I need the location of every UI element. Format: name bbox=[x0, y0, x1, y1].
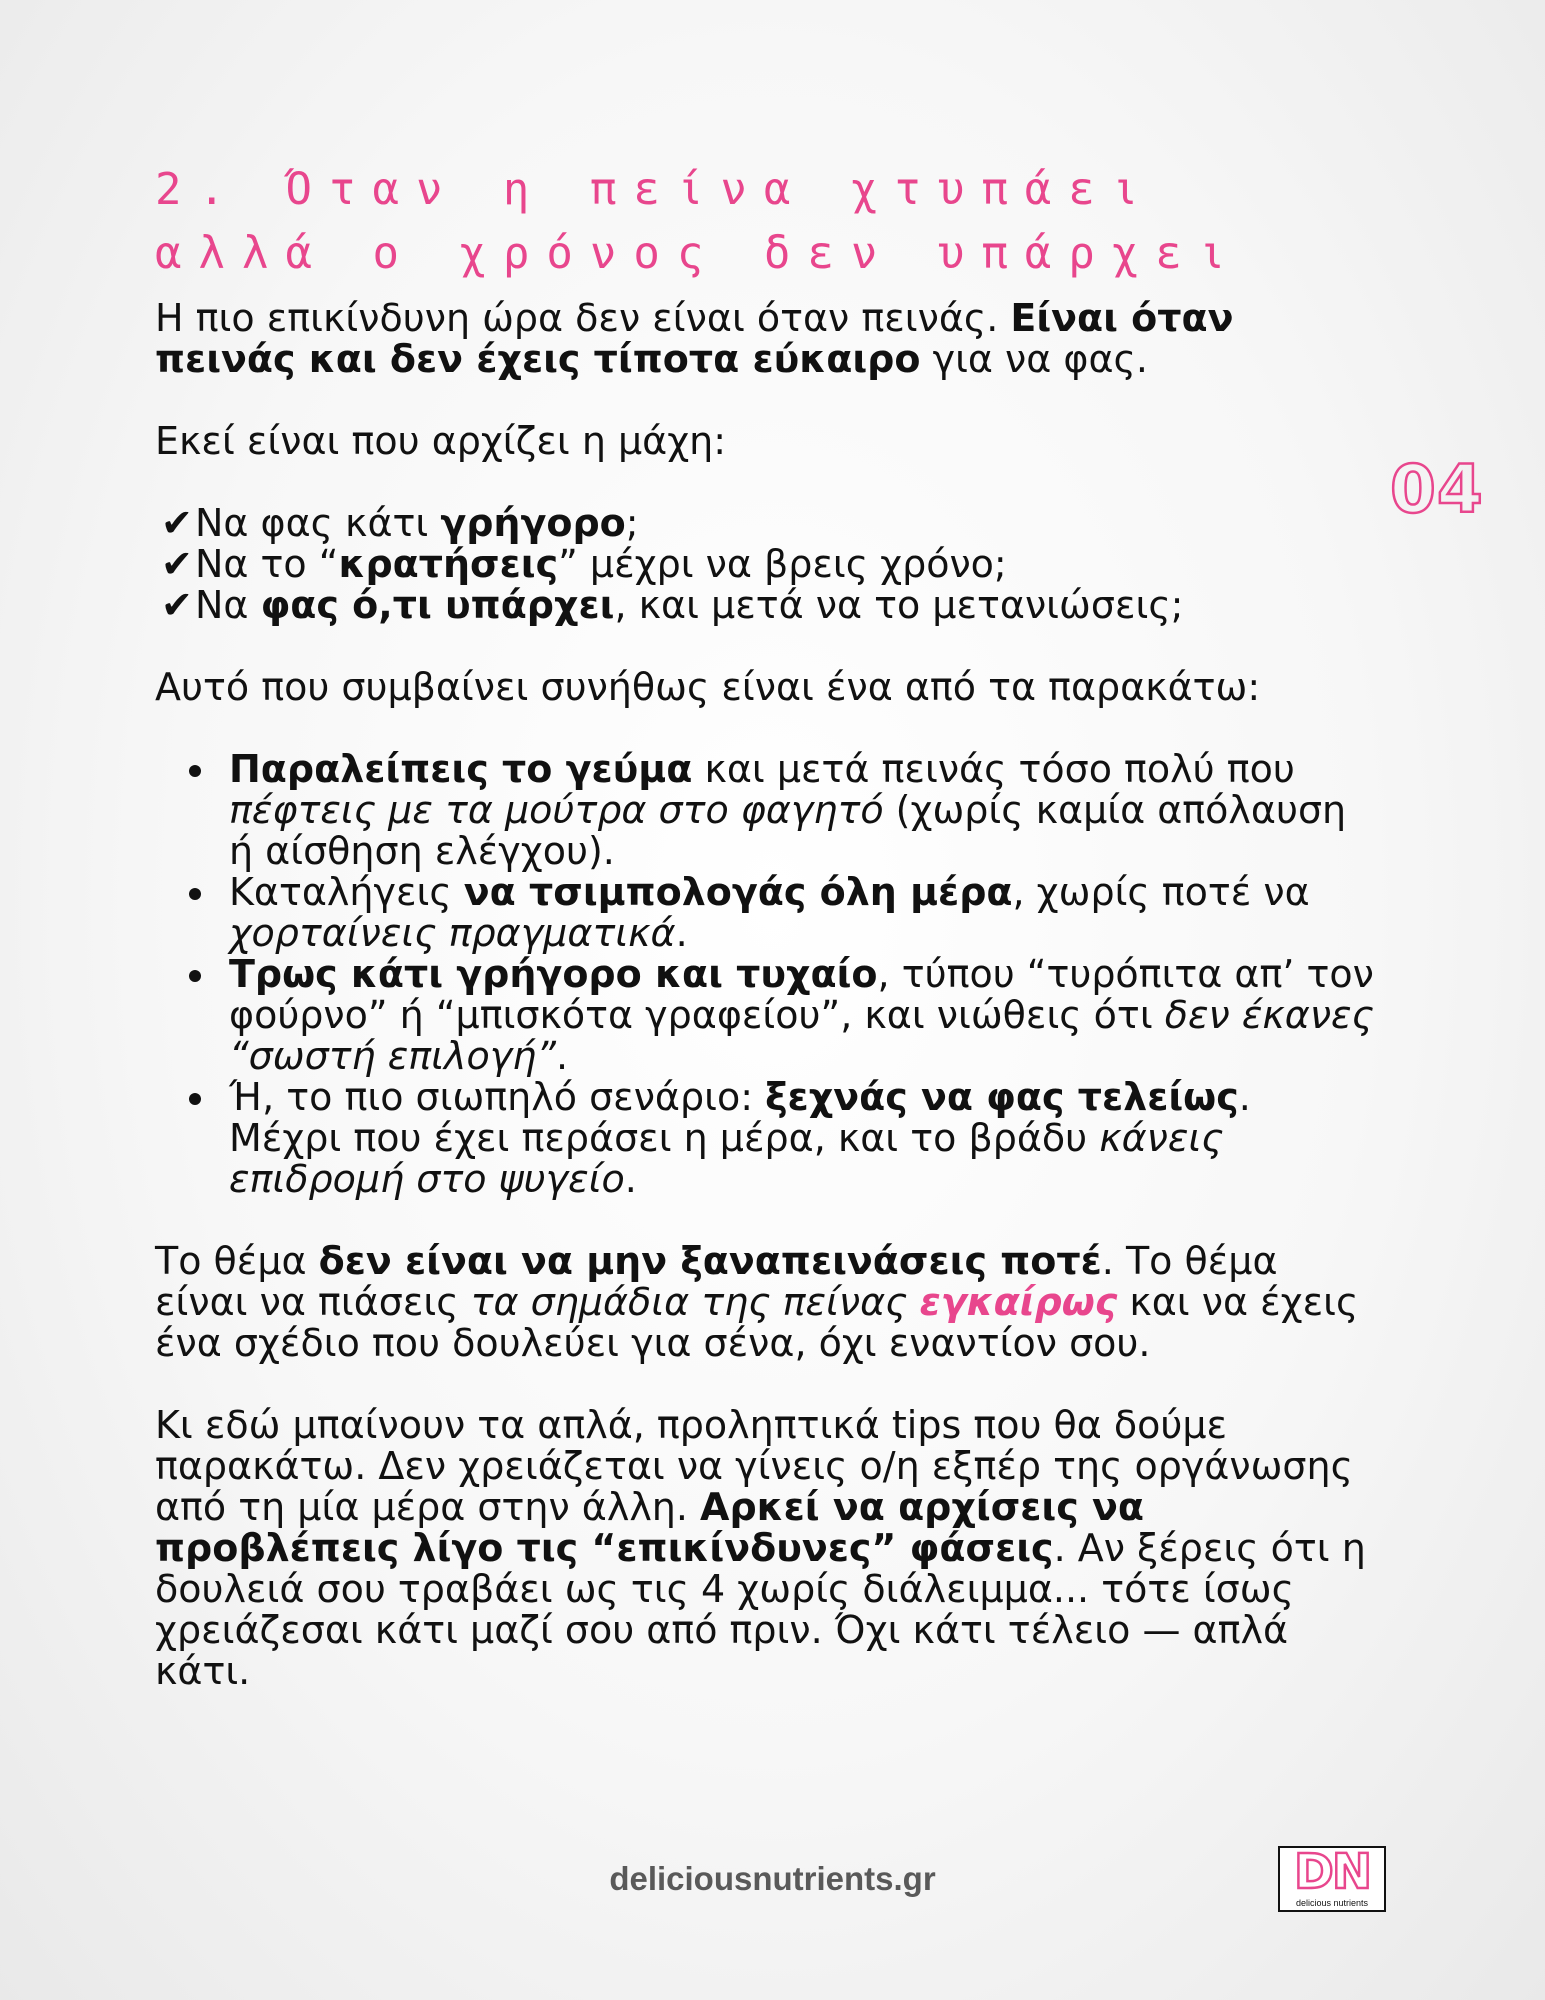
battle-line: Εκεί είναι που αρχίζει η μάχη: bbox=[155, 419, 727, 463]
highlight-word: εγκαίρως bbox=[919, 1280, 1118, 1324]
list-item: Ή, το πιο σιωπηλό σενάριο: ξεχνάς να φας τελείως. Μέχρι που έχει περάσει η μέρα, και το βράδυ κάνεις επιδρομή στο ψυγείο. bbox=[229, 1077, 1375, 1200]
usually-line: Αυτό που συμβαίνει συνήθως είναι ένα από τα παρακάτω: bbox=[155, 665, 1261, 709]
main-content bbox=[155, 298, 1375, 1692]
list-item: Καταλήγεις να τσιμπολογάς όλη μέρα, χωρίς ποτέ να χορταίνεις πραγματικά. bbox=[229, 872, 1375, 954]
bullet-list bbox=[155, 749, 1375, 1200]
bullet-icon bbox=[189, 970, 201, 982]
check-item: ✔Να φας ό,τι υπάρχει, και μετά να το μετανιώσεις; bbox=[161, 583, 1184, 627]
section-title: 2. Όταν η πείνα χτυπάει αλλά ο χρόνος δεν υπάρχει bbox=[155, 164, 1243, 279]
theme-paragraph: Το θέμα δεν είναι να μην ξαναπεινάσεις ποτέ. Το θέμα είναι να πιάσεις τα σημάδια της πείνας εγκαίρως και να έχεις ένα σχέδιο που δουλεύει για σένα, όχι εναντίον σου. bbox=[155, 1239, 1359, 1365]
checkmark-icon: ✔ bbox=[161, 542, 193, 586]
checkmark-icon: ✔ bbox=[161, 583, 193, 627]
bullet-icon bbox=[189, 888, 201, 900]
logo-text: delicious nutrients bbox=[1295, 1898, 1369, 1908]
bullet-icon bbox=[189, 1093, 201, 1105]
intro-paragraph: Η πιο επικίνδυνη ώρα δεν είναι όταν πεινάς. Είναι όταν πεινάς και δεν έχεις τίποτα εύκαιρο για να φας. bbox=[155, 296, 1234, 381]
bullet-icon bbox=[189, 765, 201, 777]
list-item: Τρως κάτι γρήγορο και τυχαίο, τύπου “τυρόπιτα απ’ τον φούρνο” ή “μπισκότα γραφείου”, και νιώθεις ότι δεν έκανες “σωστή επιλογή”. bbox=[229, 954, 1375, 1077]
brand-logo bbox=[1278, 1846, 1386, 1912]
tips-paragraph: Κι εδώ μπαίνουν τα απλά, προληπτικά tips που θα δούμε παρακάτω. Δεν χρειάζεται να γίνεις ο/η εξπέρ της οργάνωσης από τη μία μέρα στην άλλη. Αρκεί να αρχίσεις να προβλέπεις λίγο τις “επικίνδυνες” φάσεις. Αν ξέρεις ότι η δουλειά σου τραβάει ως τις 4 χωρίς διάλειμμα... τότε ίσως χρειάζεσαι κάτι μαζί σου από πριν. Όχι κάτι τέλειο — απλά κάτι. bbox=[155, 1403, 1366, 1693]
checklist bbox=[155, 503, 1375, 626]
page-number: 04 bbox=[1390, 451, 1484, 528]
footer-website-link[interactable]: deliciousnutrients.gr bbox=[609, 1860, 936, 1897]
checkmark-icon: ✔ bbox=[161, 501, 193, 545]
check-item: ✔Να το “κρατήσεις” μέχρι να βρεις χρόνο; bbox=[161, 542, 1007, 586]
list-item: Παραλείπεις το γεύμα και μετά πεινάς τόσο πολύ που πέφτεις με τα μούτρα στο φαγητό (χωρίς καμία απόλαυση ή αίσθηση ελέγχου). bbox=[229, 749, 1375, 872]
check-item: ✔Να φας κάτι γρήγορο; bbox=[161, 501, 639, 545]
logo-mark: DN bbox=[1293, 1844, 1370, 1900]
